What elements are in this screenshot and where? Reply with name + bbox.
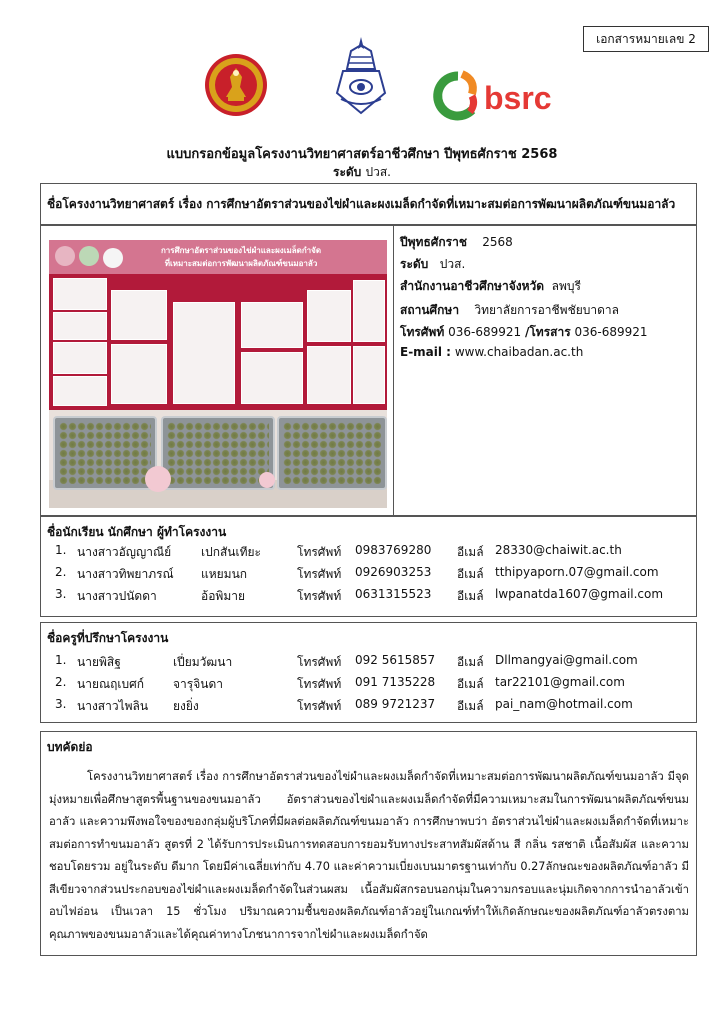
- office-row: สำนักงานอาชีวศึกษาจังหวัด ลพบุรี: [400, 279, 581, 293]
- abstract-body: โครงงานวิทยาศาสตร์ เรื่อง การศึกษาอัตราส่วนของไข่ผำและผงเมล็ดกำจัดที่เหมาะสมต่อการพัฒนาผลิตภัณฑ์ขนมอาลัว มีจุดมุ่งหมายเพื่อศึกษาสูตรพื้นฐานของขนมอาลัว อัตราส่วนของไข่ผำและผงเมล็ดกำจัดที่มีความเหมาะสมในการพัฒนาผลิตภัณฑ์ขนมอาลัว และความพึงพอใจของของกลุ่มผู้บริโภคที่มีผลต่อผลิตภัณฑ์ขนมอาลัว การศึกษาพบว่า อัตราส่วนไข่ผำและผงเมล็ดกำจัดที่เหมาะสมต่อการทำขนมอาลัว สูตรที่ 2 ได้รับการประเมินการทดสอบการยอมรับทางประสาทสัมผัสด้าน สี กลิ่น รสชาติ เนื้อสัมผัส และความชอบโดยรวม อยู่ในระดับ ดีมาก โดยมีค่าเฉลี่ยเท่ากับ 4.70 และค่าความเบี่ยงเบนมาตรฐานเท่ากับ 0.27ลักษณะของผลิตภัณฑ์อาลัว มีสีเขียวจากส่วนประกอบของไข่ผำและผงเมล็ดกำจัดในส่วนผสม เนื้อสัมผัสกรอบนอกนุ่มในความกรอบและนุ่มเกิดจากการนำอาลัวเข้าอบไฟอ่อน เป็นเวลา 15 ชั่วโมง ปริมาณความชื้นของผลิตภัณฑ์อาลัวอยู่ในเกณฑ์ทำให้เกิดลักษณะของผลิตภัณฑ์อาลัวตรงตามคุณภาพของขนมอาลัวและได้คุณค่าทางโภชนาการจากไข่ผำและผงเมล็ดกำจัด: [49, 770, 689, 941]
- email-row: E-mail : www.chaibadan.ac.th: [400, 345, 584, 359]
- advisors-title: ชื่อครูที่ปรึกษาโครงงาน: [47, 631, 169, 645]
- tray-right: [277, 416, 387, 490]
- display-board: [49, 240, 387, 410]
- students-section: ชื่อนักเรียน นักศึกษา ผู้ทำโครงงาน 1. นางสาวอัญญาณีย์ เปกสันเทียะ โทรศัพท์ 0983769280 อีเมล์ 28330@chaiwit.ac.th 2. นางสาวทิพยาภรณ์ แหยมนก โทรศัพท์ 0926903253 อีเมล์ tthipyaporn.07@gmail.com 3. นางสาวปนัดดา อ้อพิมาย โทรศัพท์ 0631315523 อีเมล์ lwpanatda1607@gmail.com: [40, 516, 697, 617]
- level-line: ระดับ ปวส.: [333, 165, 391, 179]
- abstract-section: [40, 731, 697, 956]
- abstract-title: บทคัดย่อ: [47, 740, 93, 754]
- form-title: แบบกรอกข้อมูลโครงงานวิทยาศาสตร์อาชีวศึกษา ปีพุทธศักราช 2568: [166, 147, 558, 162]
- level-row: ระดับ ปวส.: [400, 257, 466, 271]
- vocational-education-logo: [204, 53, 268, 117]
- phone-row: โทรศัพท์ 036-689921 /โทรสาร 036-689921: [400, 325, 648, 339]
- svg-text:bsrc: bsrc: [484, 80, 552, 116]
- year-row: ปีพุทธศักราช 2568: [400, 235, 513, 249]
- project-name: ชื่อโครงงานวิทยาศาสตร์ เรื่อง การศึกษาอัตราส่วนของไข่ผำและผงเมล็ดกำจัดที่เหมาะสมต่อการพัฒนาผลิตภัณฑ์ขนมอาลัว: [40, 183, 697, 225]
- tray-middle: [161, 416, 275, 490]
- board-title: การศึกษาอัตราส่วนของไข่ผำและผงเมล็ดกำจัด ที่เหมาะสมต่อการพัฒนาผลิตภัณฑ์ขนมอาลัว: [160, 246, 322, 268]
- bsrc-logo: [432, 70, 574, 124]
- tray-left: [53, 416, 157, 490]
- project-info: [393, 225, 697, 516]
- students-title: ชื่อนักเรียน นักศึกษา ผู้ทำโครงงาน: [47, 525, 227, 539]
- document-number-box: เอกสารหมายเลข 2: [583, 26, 709, 52]
- project-photo-frame: [40, 225, 394, 516]
- advisors-section: ชื่อครูที่ปรึกษาโครงงาน 1. นายพิสิฐ เปี่ยมวัฒนา โทรศัพท์ 092 5615857 อีเมล์ Dllmangyai@gmail.com 2. นายณฤเบศก์ จารุจินดา โทรศัพท์ 091 7135228 อีเมล์ tar22101@gmail.com 3. นางสาวไพลิน ยงยิ่ง โทรศัพท์ 089 9721237 อีเมล์ pai_nam@hotmail.com: [40, 622, 697, 723]
- royal-emblem-logo: [331, 35, 391, 121]
- school-row: สถานศึกษา วิทยาลัยการอาชีพชัยบาดาล: [400, 303, 619, 317]
- project-photo: [49, 240, 387, 508]
